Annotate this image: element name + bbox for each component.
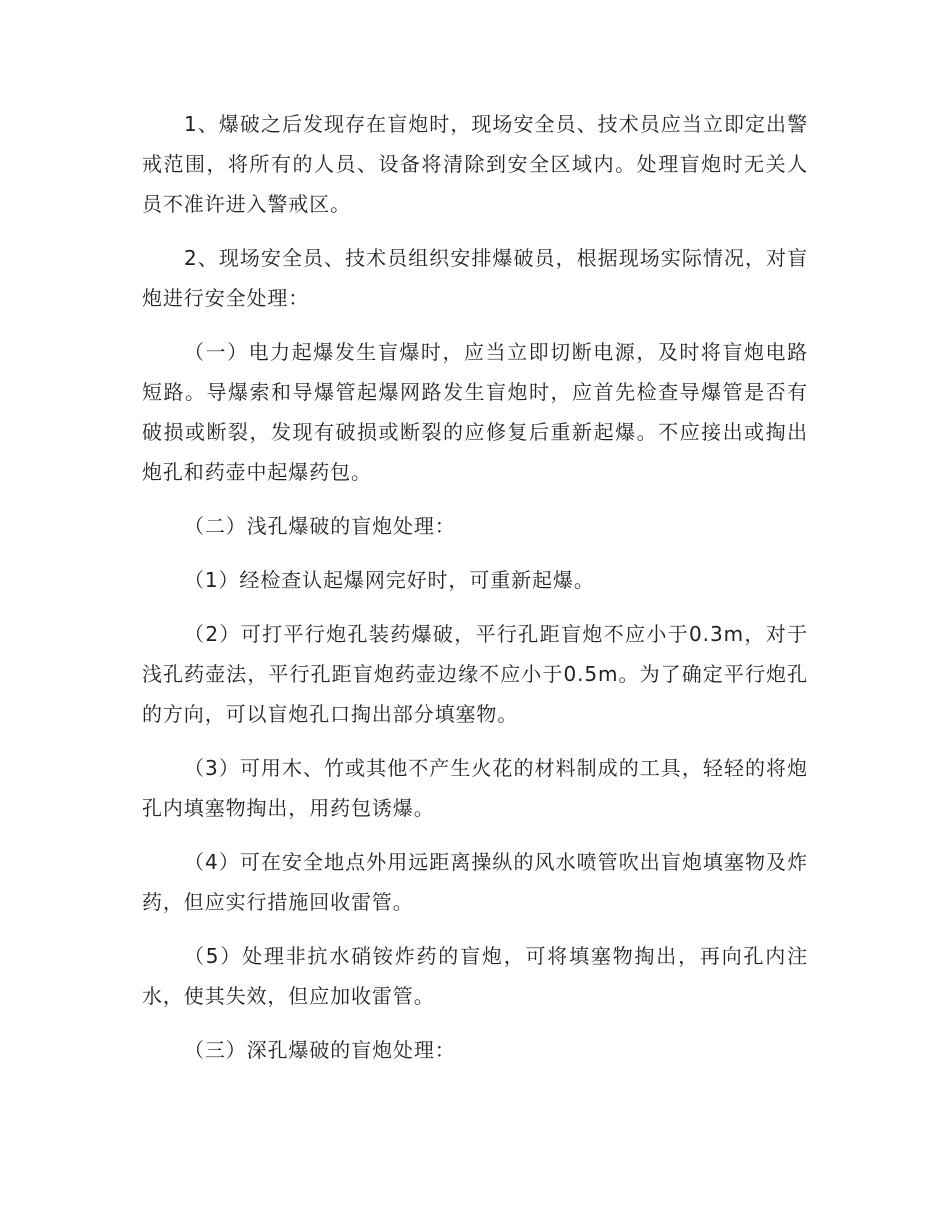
paragraph-3: （一）电力起爆发生盲爆时，应当立即切断电源，及时将盲炮电路短路。导爆索和导爆管起爆网路发生盲炮时，应首先检查导爆管是否有破损或断裂，发现有破损或断裂的应修复后重新起爆。不应接出或掏出炮孔和药壶中起爆药包。 (142, 340, 808, 484)
paragraph-7: （3）可用木、竹或其他不产生火花的材料制成的工具，轻轻的将炮孔内填塞物掏出，用药包诱爆。 (142, 756, 808, 820)
paragraph-2: 2、现场安全员、技术员组织安排爆破员，根据现场实际情况，对盲炮进行安全处理： (142, 246, 808, 310)
paragraph-8: （4）可在安全地点外用远距离操纵的风水喷管吹出盲炮填塞物及炸药，但应实行措施回收雷管。 (142, 850, 808, 914)
paragraph-5: （1）经检查认起爆网完好时，可重新起爆。 (184, 568, 595, 592)
paragraph-9: （5）处理非抗水硝铵炸药的盲炮，可将填塞物掏出，再向孔内注水，使其失效，但应加收雷管。 (142, 944, 808, 1008)
document-body (142, 104, 808, 1084)
paragraph-1: 1、爆破之后发现存在盲炮时，现场安全员、技术员应当立即定出警戒范围，将所有的人员、设备将清除到安全区域内。处理盲炮时无关人员不准许进入警戒区。 (142, 112, 808, 216)
paragraph-10: （三）深孔爆破的盲炮处理： (184, 1038, 456, 1062)
paragraph-6: （2）可打平行炮孔装药爆破，平行孔距盲炮不应小于0.3m，对于浅孔药壶法，平行孔距盲炮药壶边缘不应小于0.5m。为了确定平行炮孔的方向，可以盲炮孔口掏出部分填塞物。 (142, 622, 808, 726)
paragraph-4: （二）浅孔爆破的盲炮处理： (184, 514, 456, 538)
